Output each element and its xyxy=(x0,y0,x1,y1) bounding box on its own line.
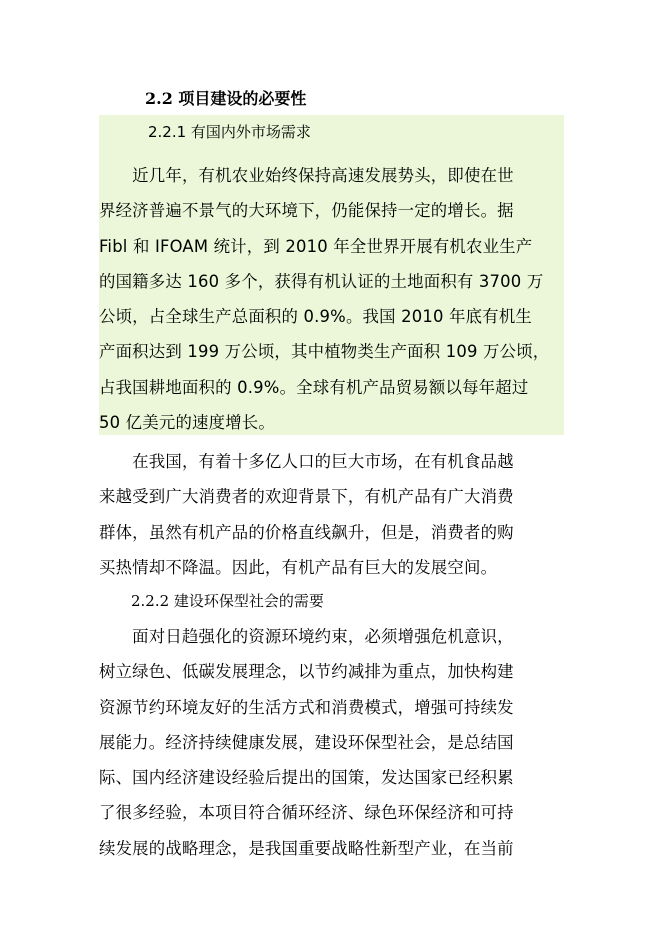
text-line: 资源节约环境友好的生活方式和消费模式，增强可持续发 xyxy=(99,697,514,717)
text-line: 的国籍多达 160 多个，获得有机认证的土地面积有 3700 万 xyxy=(99,271,544,291)
text-line: 群体，虽然有机产品的价格直线飙升，但是，消费者的购 xyxy=(99,522,514,542)
text-line: 在我国，有着十多亿人口的巨大市场，在有机食品越 xyxy=(99,452,514,471)
text-line: 近几年，有机农业始终保持高速发展势头，即使在世 xyxy=(99,166,514,185)
paragraph-eco-society xyxy=(99,619,562,866)
text-line: 来越受到广大消费者的欢迎背景下，有机产品有广大消费 xyxy=(99,487,514,507)
section-heading: 2.2 项目建设的必要性 xyxy=(145,89,307,108)
text-line: 50 亿美元的速度增长。 xyxy=(99,413,275,433)
text-line: 产面积达到 199 万公顷，其中植物类生产面积 109 万公顷， xyxy=(99,342,550,362)
text-line: Fibl 和 IFOAM 统计，到 2010 年全世界开展有机农业生产 xyxy=(99,236,533,256)
text-line: 面对日趋强化的资源环境约束，必须增强危机意识， xyxy=(99,627,514,646)
text-line: 展能力。经济持续健康发展，建设环保型社会，是总结国 xyxy=(99,732,514,752)
text-line: 公顷，占全球生产总面积的 0.9%。我国 2010 年底有机生 xyxy=(99,307,532,327)
subsection-heading-market-demand: 2.2.1 有国内外市场需求 xyxy=(148,123,311,141)
text-line: 界经济普遍不景气的大环境下，仍能保持一定的增长。据 xyxy=(99,201,514,221)
text-line: 树立绿色、低碳发展理念，以节约减排为重点，加快构建 xyxy=(99,662,514,682)
text-line: 占我国耕地面积的 0.9%。全球有机产品贸易额以每年超过 xyxy=(99,377,529,397)
paragraph-market-statistics xyxy=(99,158,562,440)
subsection-heading-eco-society: 2.2.2 建设环保型社会的需要 xyxy=(131,592,324,610)
text-line: 了很多经验，本项目符合循环经济、绿色环保经济和可持 xyxy=(99,803,514,823)
paragraph-domestic-market xyxy=(99,444,562,585)
text-line: 续发展的战略理念，是我国重要战略性新型产业，在当前 xyxy=(99,838,514,858)
text-line: 买热情却不降温。因此，有机产品有巨大的发展空间。 xyxy=(99,557,498,577)
text-line: 际、国内经济建设经验后提出的国策，发达国家已经积累 xyxy=(99,768,514,788)
